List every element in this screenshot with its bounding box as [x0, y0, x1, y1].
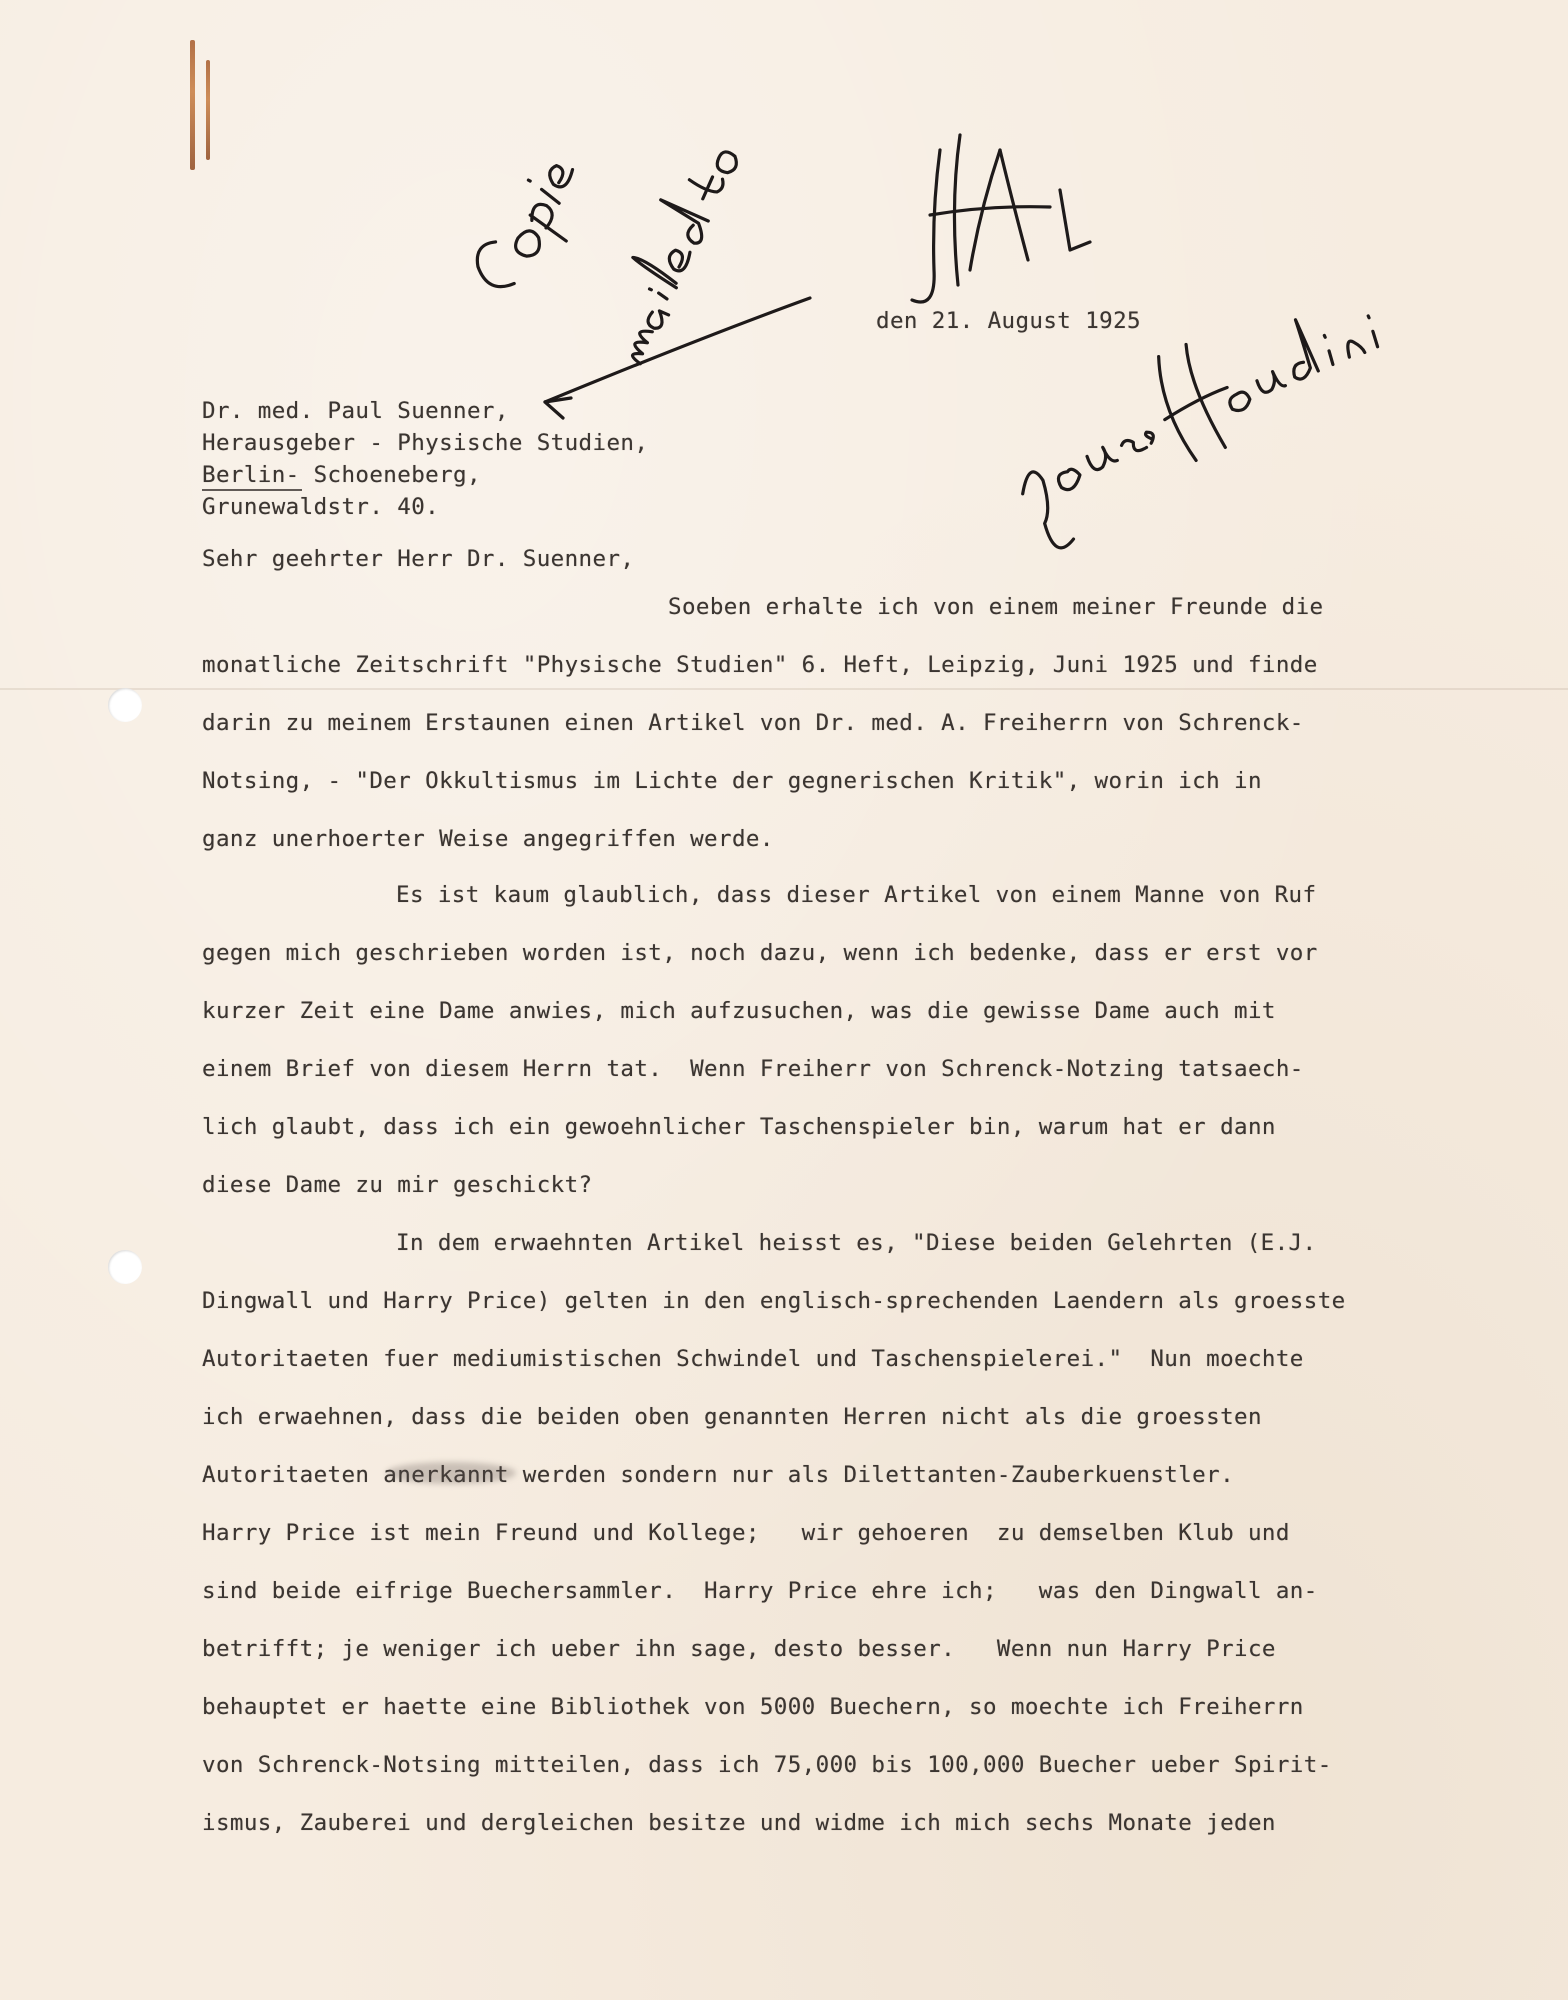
salutation: Sehr geehrter Herr Dr. Suenner,	[202, 546, 635, 572]
body-line-2: monatliche Zeitschrift "Physische Studien" 6. Heft, Leipzig, Juni 1925 und finde	[202, 652, 1318, 678]
body-line-20: behauptet er haette eine Bibliothek von 5000 Buechern, so moechte ich Freiherrn	[202, 1694, 1304, 1720]
body-line-17: Harry Price ist mein Freund und Kollege; wir gehoeren zu demselben Klub und	[202, 1520, 1290, 1546]
body-line-8: kurzer Zeit eine Dame anwies, mich aufzusuchen, was die gewisse Dame auch mit	[202, 998, 1276, 1024]
body-line-1: Soeben erhalte ich von einem meiner Freunde die	[668, 594, 1324, 620]
body-line-15: ich erwaehnen, dass die beiden oben genannten Herren nicht als die groessten	[202, 1404, 1262, 1430]
body-line-13: Dingwall und Harry Price) gelten in den englisch-sprechenden Laendern als groesste	[202, 1288, 1346, 1314]
address-city-underline	[202, 489, 302, 491]
body-line-7: gegen mich geschrieben worden ist, noch dazu, wenn ich bedenke, dass er erst vor	[202, 940, 1318, 966]
body-line-19: betrifft; je weniger ich ueber ihn sage, desto besser. Wenn nun Harry Price	[202, 1636, 1276, 1662]
body-line-22: ismus, Zauberei und dergleichen besitze und widme ich mich sechs Monate jeden	[202, 1810, 1276, 1836]
handwritten-arrow	[545, 298, 810, 402]
address-line-3: Berlin- Schoeneberg,	[202, 462, 481, 488]
body-line-18: sind beide eifrige Buechersammler. Harry Price ehre ich; was den Dingwall an-	[202, 1578, 1318, 1604]
body-line-16: Autoritaeten anerkannt werden sondern nur als Dilettanten-Zauberkuenstler.	[202, 1462, 1235, 1488]
body-line-4: Notsing, - "Der Okkultismus im Lichte der gegnerischen Kritik", worin ich in	[202, 768, 1262, 794]
body-line-10: lich glaubt, dass ich ein gewoehnlicher Taschenspieler bin, warum hat er dann	[202, 1114, 1276, 1140]
body-line-9: einem Brief von diesem Herrn tat. Wenn Freiherr von Schrenck-Notzing tatsaech-	[202, 1056, 1304, 1082]
address-line-1: Dr. med. Paul Suenner,	[202, 398, 509, 424]
body-line-3: darin zu meinem Erstaunen einen Artikel von Dr. med. A. Freiherrn von Schrenck-	[202, 710, 1304, 736]
address-line-4: Grunewaldstr. 40.	[202, 494, 440, 520]
ink-smudge	[386, 1462, 516, 1484]
handwriting-initials	[912, 135, 1090, 302]
body-line-11: diese Dame zu mir geschickt?	[202, 1172, 593, 1198]
handwriting-copie	[468, 149, 597, 306]
address-line-2: Herausgeber - Physische Studien,	[202, 430, 649, 456]
body-line-14: Autoritaeten fuer mediumistischen Schwindel und Taschenspielerei." Nun moechte	[202, 1346, 1304, 1372]
body-line-6: Es ist kaum glaublich, dass dieser Artikel von einem Manne von Ruf	[396, 882, 1317, 908]
body-line-21: von Schrenck-Notsing mitteilen, dass ich 75,000 bis 100,000 Buecher ueber Spirit-	[202, 1752, 1332, 1778]
body-line-12: In dem erwaehnten Artikel heisst es, "Diese beiden Gelehrten (E.J.	[396, 1230, 1317, 1256]
body-line-5: ganz unerhoerter Weise angegriffen werde.	[202, 826, 774, 852]
letter-date: den 21. August 1925	[876, 308, 1141, 334]
